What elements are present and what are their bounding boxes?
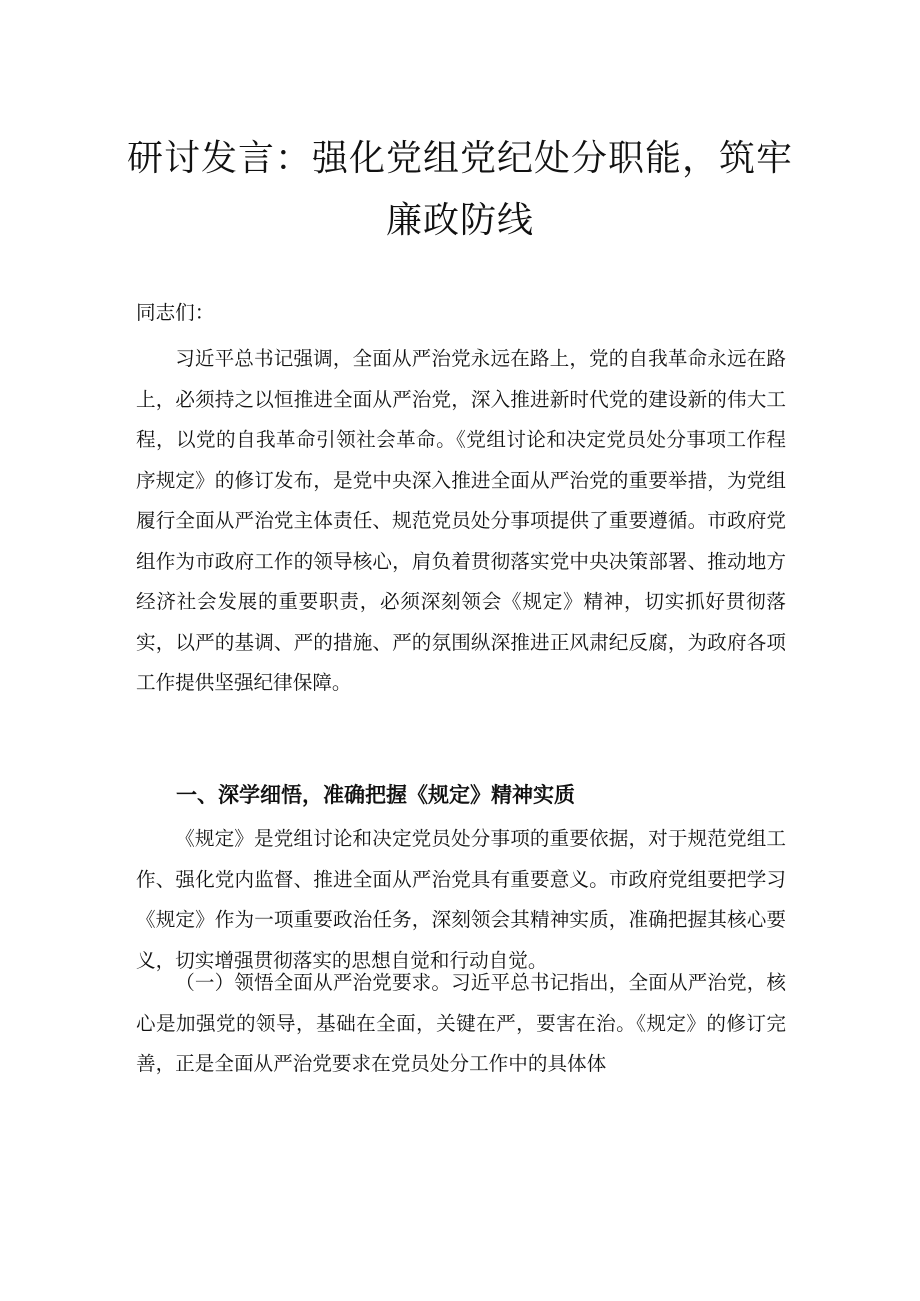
paragraph-section-1: 《规定》是党组讨论和决定党员处分事项的重要依据，对于规范党组工作、强化党内监督、推进全面从严治党具有重要意义。市政府党组要把学习《规定》作为一项重要政治任务，深刻领会其精神实质，准确把握其核心要义，切实增强贯彻落实的思想自觉和行动自觉。 — [136, 827, 786, 972]
paragraph-intro: 习近平总书记强调，全面从严治党永远在路上，党的自我革命永远在路上，必须持之以恒推进全面从严治党，深入推进新时代党的建设新的伟大工程，以党的自我革命引领社会革命。《党组讨论和决定党员处分事项工作程序规定》的修订发布，是党中央深入推进全面从严治党的重要举措，为党组履行全面从严治党主体责任、规范党员处分事项提供了重要遵循。市政府党组作为市政府工作的领导核心，肩负着贯彻落实党中央决策部署、推动地方经济社会发展的重要职责，必须深刻领会《规定》精神，切实抓好贯彻落实，以严的基调、严的措施、严的氛围纵深推进正风肃纪反腐，为政府各项工作提供坚强纪律保障。 — [136, 347, 786, 694]
title-line-2: 廉政防线 — [385, 200, 534, 241]
section-heading-1: 一、深学细悟，准确把握《规定》精神实质 — [176, 783, 575, 807]
paragraph-subsection-1: （一）领悟全面从严治党要求。习近平总书记指出，全面从严治党，核心是加强党的领导，基础在全面，关键在严，要害在治。《规定》的修订完善，正是全面从严治党要求在党员处分工作中的具体体 — [136, 971, 786, 1075]
greeting: 同志们： — [136, 301, 215, 324]
document-title — [120, 128, 800, 252]
title-line-1: 研讨发言：强化党组党纪处分职能，筑牢 — [126, 138, 793, 179]
